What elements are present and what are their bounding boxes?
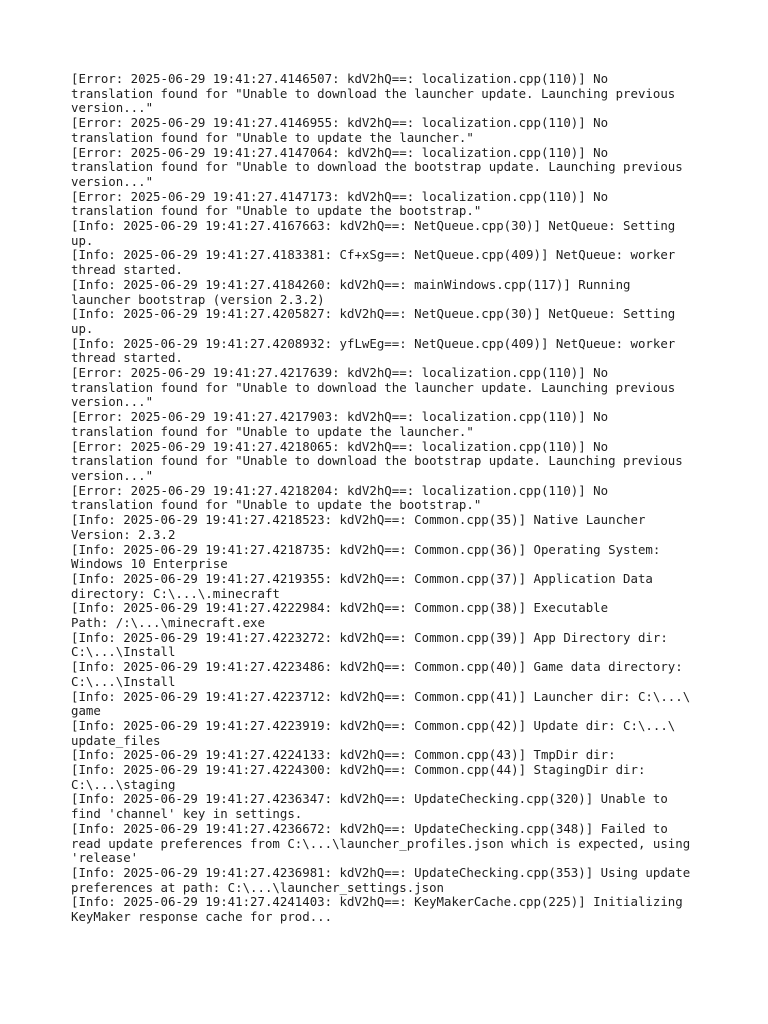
log-line: translation found for "Unable to download the launcher update. Launching previous [71,85,676,101]
log-line: Path: /:\...\minecraft.exe [71,615,265,631]
log-line: find 'channel' key in settings. [71,806,303,822]
log-line: [Info: 2025-06-29 19:41:27.4224133: kdV2hQ==: Common.cpp(43)] TmpDir dir: [71,747,616,763]
log-line: read update preferences from C:\...\launcher_profiles.json which is expected, using [71,835,691,851]
log-line: [Info: 2025-06-29 19:41:27.4224300: kdV2hQ==: Common.cpp(44)] StagingDir dir: [71,762,646,778]
log-line: preferences at path: C:\...\launcher_settings.json [71,879,444,895]
log-line: up. [71,232,94,248]
log-line: [Error: 2025-06-29 19:41:27.4218065: kdV2hQ==: localization.cpp(110)] No [71,438,609,454]
log-line: version..." [71,173,154,189]
log-line: [Info: 2025-06-29 19:41:27.4183381: Cf+xSg==: NetQueue.cpp(409)] NetQueue: worker [71,247,676,263]
log-line: [Info: 2025-06-29 19:41:27.4223486: kdV2hQ==: Common.cpp(40)] Game data directory: [71,659,683,675]
log-line: C:\...\Install [71,673,176,689]
log-line: C:\...\Install [71,644,176,660]
log-line: up. [71,320,94,336]
log-line: [Info: 2025-06-29 19:41:27.4184260: kdV2hQ==: mainWindows.cpp(117)] Running [71,276,631,292]
log-line: translation found for "Unable to update the launcher." [71,129,474,145]
log-line: game [71,703,101,719]
log-line: [Error: 2025-06-29 19:41:27.4147173: kdV2hQ==: localization.cpp(110)] No [71,188,609,204]
log-line: thread started. [71,262,183,278]
log-text [71,72,711,925]
log-line: translation found for "Unable to download the launcher update. Launching previous [71,379,676,395]
log-line: Version: 2.3.2 [71,526,176,542]
log-line: directory: C:\...\.minecraft [71,585,280,601]
log-line: [Info: 2025-06-29 19:41:27.4241403: kdV2hQ==: KeyMakerCache.cpp(225)] Initializing [71,894,683,910]
log-line: [Info: 2025-06-29 19:41:27.4223272: kdV2hQ==: Common.cpp(39)] App Directory dir: [71,629,668,645]
log-line: [Info: 2025-06-29 19:41:27.4236347: kdV2hQ==: UpdateChecking.cpp(320)] Unable to [71,791,668,807]
log-line: translation found for "Unable to update the launcher." [71,423,474,439]
log-line: thread started. [71,350,183,366]
log-line: translation found for "Unable to download the bootstrap update. Launching previous [71,159,683,175]
log-line: [Info: 2025-06-29 19:41:27.4167663: kdV2hQ==: NetQueue.cpp(30)] NetQueue: Setting [71,218,676,234]
log-line: [Error: 2025-06-29 19:41:27.4217903: kdV2hQ==: localization.cpp(110)] No [71,409,609,425]
log-line: [Info: 2025-06-29 19:41:27.4236672: kdV2hQ==: UpdateChecking.cpp(348)] Failed to [71,820,668,836]
log-line: [Error: 2025-06-29 19:41:27.4146955: kdV2hQ==: localization.cpp(110)] No [71,115,609,131]
log-line: [Info: 2025-06-29 19:41:27.4223919: kdV2hQ==: Common.cpp(42)] Update dir: C:\...\ [71,717,676,733]
log-line: KeyMaker response cache for prod... [71,909,333,925]
log-line: 'release' [71,850,139,866]
log-line: [Info: 2025-06-29 19:41:27.4218735: kdV2hQ==: Common.cpp(36)] Operating System: [71,541,661,557]
log-line: [Info: 2025-06-29 19:41:27.4223712: kdV2hQ==: Common.cpp(41)] Launcher dir: C:\...\ [71,688,691,704]
log-line: [Error: 2025-06-29 19:41:27.4217639: kdV2hQ==: localization.cpp(110)] No [71,365,609,381]
log-line: [Info: 2025-06-29 19:41:27.4205827: kdV2hQ==: NetQueue.cpp(30)] NetQueue: Setting [71,306,676,322]
log-line: [Error: 2025-06-29 19:41:27.4146507: kdV2hQ==: localization.cpp(110)] No [71,71,609,86]
log-line: version..." [71,394,154,410]
log-line: update_files [71,732,161,748]
log-line: [Info: 2025-06-29 19:41:27.4208932: yfLwEg==: NetQueue.cpp(409)] NetQueue: worker [71,335,676,351]
log-line: [Info: 2025-06-29 19:41:27.4218523: kdV2hQ==: Common.cpp(35)] Native Launcher [71,512,646,528]
log-line: [Info: 2025-06-29 19:41:27.4219355: kdV2hQ==: Common.cpp(37)] Application Data [71,570,653,586]
log-line: launcher bootstrap (version 2.3.2) [71,291,325,307]
log-line: version..." [71,100,154,116]
log-line: translation found for "Unable to download the bootstrap update. Launching previous [71,453,683,469]
log-line: version..." [71,467,154,483]
log-line: translation found for "Unable to update the bootstrap." [71,497,482,513]
log-line: [Info: 2025-06-29 19:41:27.4222984: kdV2hQ==: Common.cpp(38)] Executable [71,600,609,616]
log-line: Windows 10 Enterprise [71,556,228,572]
log-line: [Error: 2025-06-29 19:41:27.4147064: kdV2hQ==: localization.cpp(110)] No [71,144,609,160]
log-line: [Error: 2025-06-29 19:41:27.4218204: kdV2hQ==: localization.cpp(110)] No [71,482,609,498]
log-line: translation found for "Unable to update the bootstrap." [71,203,482,219]
log-line: [Info: 2025-06-29 19:41:27.4236981: kdV2hQ==: UpdateChecking.cpp(353)] Using update [71,864,691,880]
log-line: C:\...\staging [71,776,176,792]
